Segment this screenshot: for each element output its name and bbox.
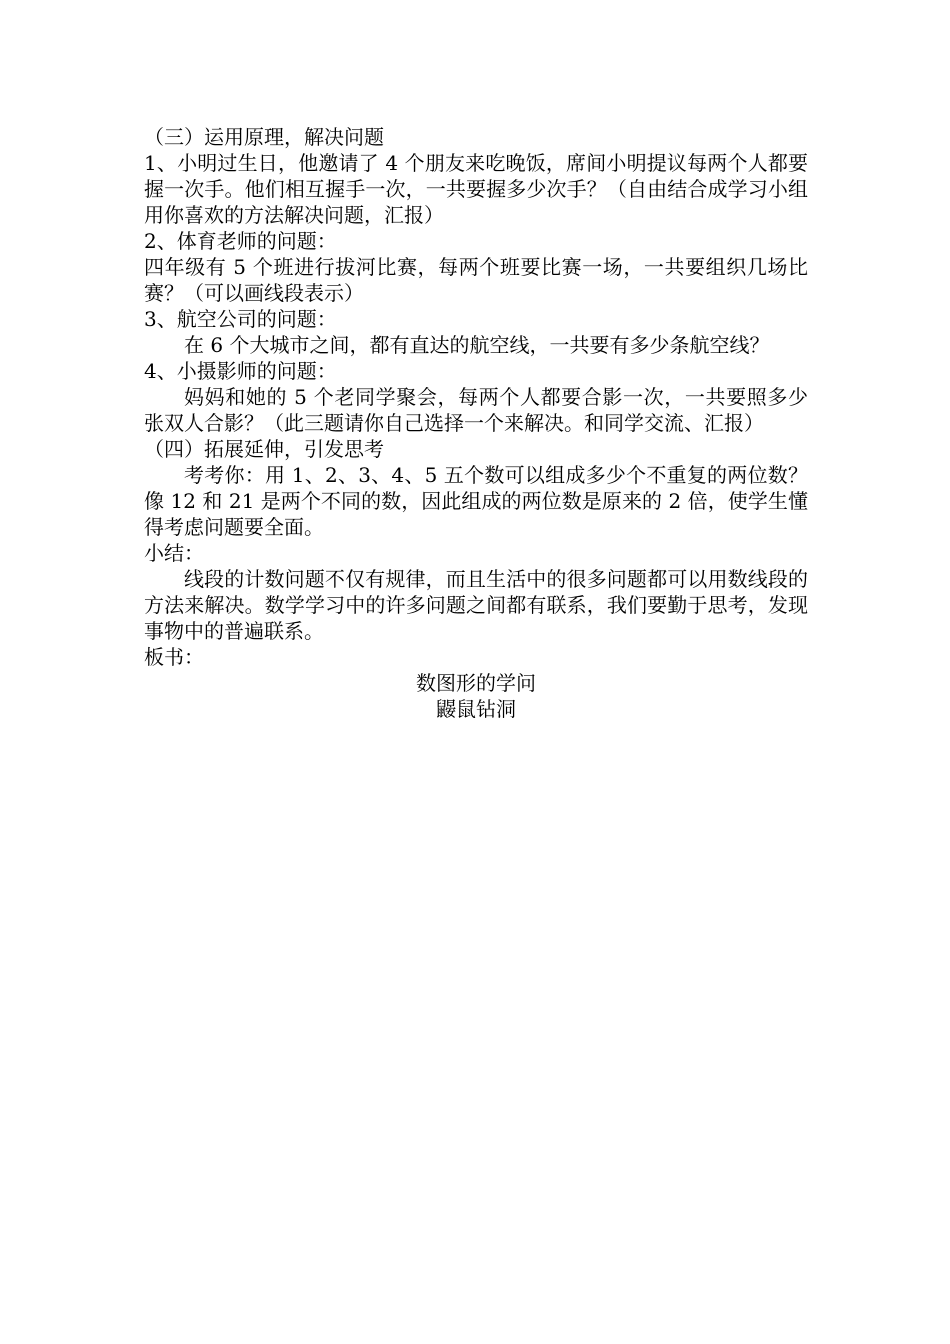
- question-1: 1、小明过生日，他邀请了 4 个朋友来吃晚饭，席间小明提议每两个人都要握一次手。他们相互握手一次，一共要握多少次手？（自由结合成学习小组用你喜欢的方法解决问题，汇报）: [144, 151, 808, 227]
- question-3-title: 3、航空公司的问题：: [144, 307, 337, 331]
- board-line-2: 鼹鼠钻洞: [436, 697, 516, 721]
- question-4-body: 妈妈和她的 5 个老同学聚会，每两个人都要合影一次，一共要照多少张双人合影？（此三题请你自己选择一个来解决。和同学交流、汇报）: [144, 385, 808, 435]
- document-body: [144, 124, 808, 722]
- extension-paragraph: 考考你：用 1、2、3、4、5 五个数可以组成多少个不重复的两位数？像 12 和 21 是两个不同的数，因此组成的两位数是原来的 2 倍，使学生懂得考虑问题要全面。: [144, 463, 808, 539]
- question-2-title: 2、体育老师的问题：: [144, 229, 337, 253]
- question-2-body: 四年级有 5 个班进行拔河比赛，每两个班要比赛一场，一共要组织几场比赛？（可以画线段表示）: [144, 255, 808, 305]
- summary-paragraph: 线段的计数问题不仅有规律，而且生活中的很多问题都可以用数线段的方法来解决。数学学习中的许多问题之间都有联系，我们要勤于思考，发现事物中的普遍联系。: [144, 567, 808, 643]
- board-line-1: 数图形的学问: [416, 671, 536, 695]
- board-title: 板书：: [144, 645, 204, 669]
- summary-title: 小结：: [144, 541, 204, 565]
- section-heading-4: （四）拓展延伸，引发思考: [144, 437, 384, 461]
- question-4-title: 4、小摄影师的问题：: [144, 359, 337, 383]
- question-3-body: 在 6 个大城市之间，都有直达的航空线，一共要有多少条航空线？: [184, 333, 770, 357]
- section-heading-3: （三）运用原理，解决问题: [144, 125, 384, 149]
